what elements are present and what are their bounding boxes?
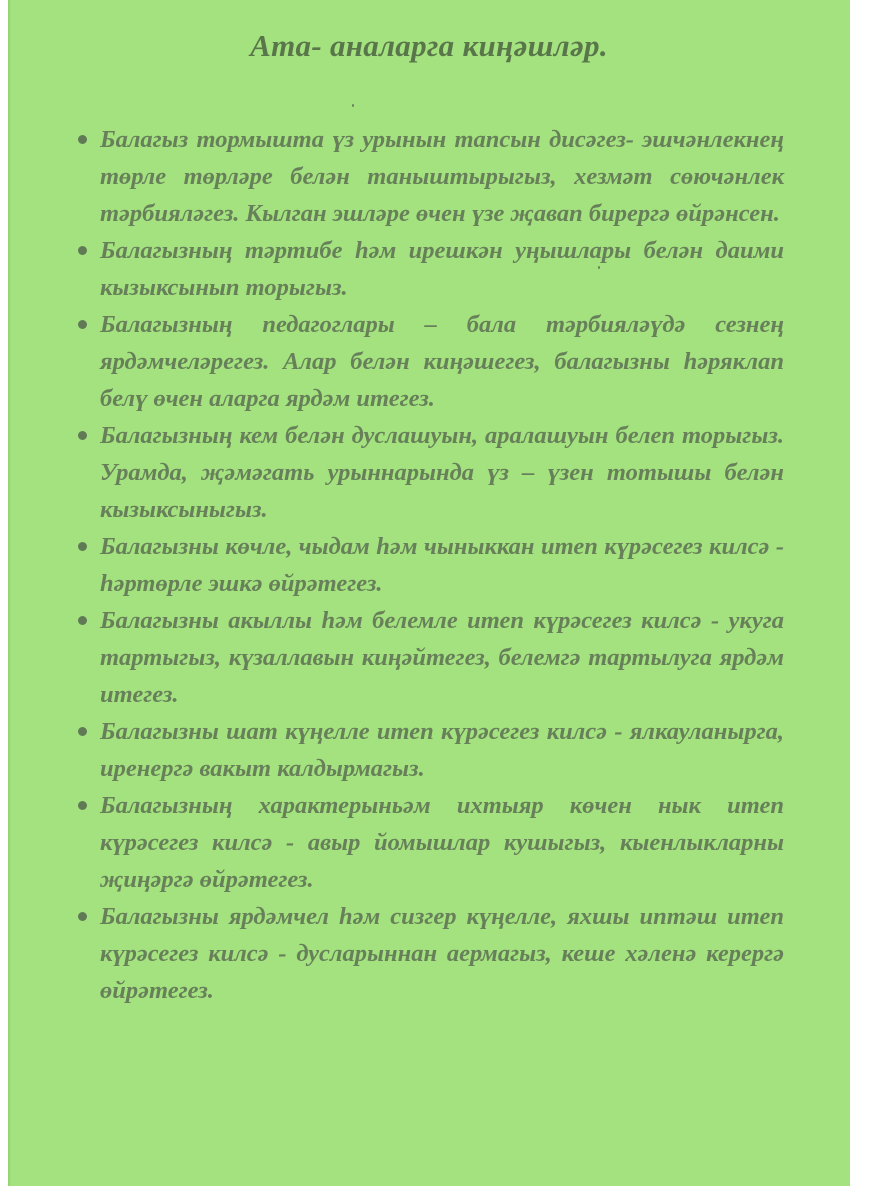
green-paper-sheet: [8, 0, 850, 1186]
bullet-icon: [78, 542, 87, 551]
advice-list: [72, 121, 784, 1009]
bullet-icon: [78, 135, 87, 144]
advice-item: [72, 232, 784, 306]
advice-text: Балагызны шат күңелле итеп күрәсегез килсә - ялкауланырга, иренергә вакыт калдырмагыз.: [100, 718, 784, 782]
advice-text: Балагызның тәртибе һәм ирешкән уңышлары белән даими кызыксынып торыгыз.: [100, 237, 784, 301]
paper-speck: [352, 104, 354, 107]
bullet-icon: [78, 320, 87, 329]
advice-item: [72, 713, 784, 787]
page-title: Ата- аналарга киңәшләр.: [250, 28, 608, 63]
advice-item: [72, 528, 784, 602]
bullet-icon: [78, 801, 87, 810]
bullet-icon: [78, 246, 87, 255]
advice-text: Балагызны ярдәмчел һәм сизгер күңелле, яхшы иптәш итеп күрәсегез килсә - дусларыннан аермагыз, кеше хәленә керергә өйрәтегез.: [100, 903, 784, 1004]
advice-item: [72, 787, 784, 898]
advice-text: Балагызны көчле, чыдам һәм чыныккан итеп күрәсегез килсә - һәртөрле эшкә өйрәтегез.: [100, 533, 784, 597]
advice-text: Балагызның характерыньәм ихтыяр көчен нык итеп күрәсегез килсә - авыр йомышлар кушыгыз, кыенлыкларны җиңәргә өйрәтегез.: [100, 792, 784, 893]
advice-item: [72, 417, 784, 528]
advice-item: [72, 121, 784, 232]
bullet-icon: [78, 912, 87, 921]
advice-item: [72, 306, 784, 417]
advice-item: [72, 898, 784, 1009]
advice-text: Балагыз тормышта үз урынын тапсын дисәгез- эшчәнлекнең төрле төрләре белән таныштырыгыз, хезмәт сөючәнлек тәрбияләгез. Кылган эшләре өчен үзе җавап бирергә өйрәнсен.: [100, 126, 784, 227]
advice-text: Балагызның кем белән дуслашуын, аралашуын белеп торыгыз. Урамда, җәмәгать урыннарында үз – үзен тотышы белән кызыксыныгыз.: [100, 422, 784, 523]
advice-text: Балагызны акыллы һәм белемле итеп күрәсегез килсә - укуга тартыгыз, күзаллавын киңәйтегез, белемгә тартылуга ярдәм итегез.: [100, 607, 784, 708]
bullet-icon: [78, 616, 87, 625]
advice-text: Балагызның педагоглары – бала тәрбияләүдә сезнең ярдәмчеләрегез. Алар белән киңәшегез, балагызны һәряклап белү өчен аларга ярдәм итегез.: [100, 311, 784, 412]
paper-edge-shadow: [8, 0, 11, 1186]
bullet-icon: [78, 431, 87, 440]
bullet-icon: [78, 727, 87, 736]
advice-item: [72, 602, 784, 713]
